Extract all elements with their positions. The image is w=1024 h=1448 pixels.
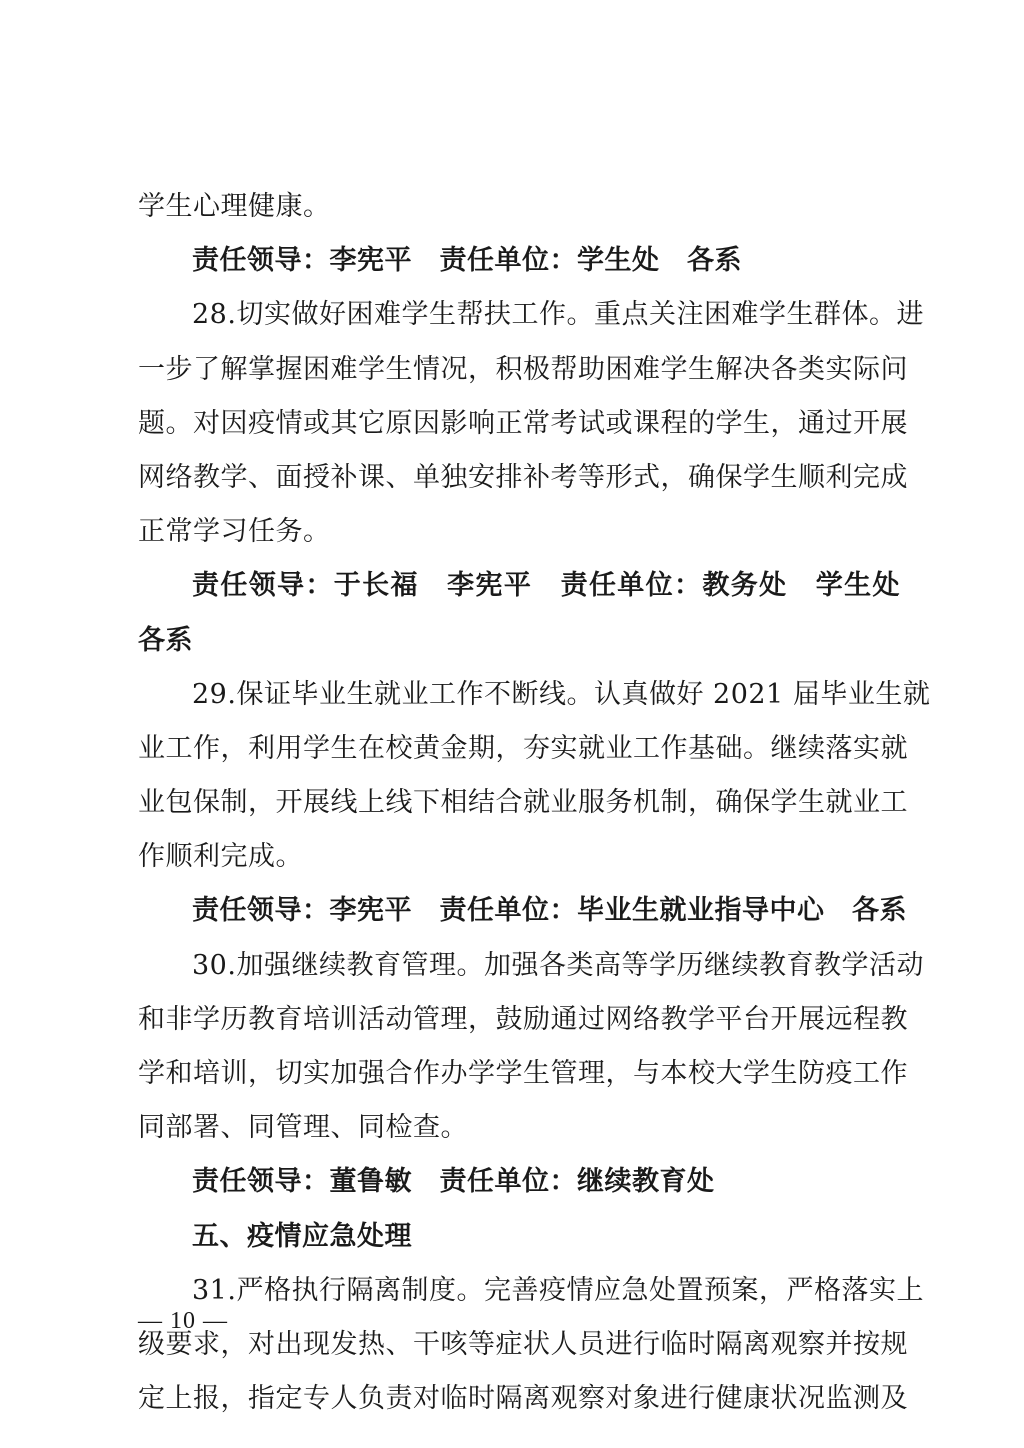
responsibility-line: 责任领导：李宪平 责任单位：毕业生就业指导中心 各系: [192, 895, 907, 927]
paragraph-line: 题。对因疫情或其它原因影响正常考试或课程的学生，通过开展: [138, 407, 908, 439]
document-body: [138, 180, 931, 1426]
paragraph-line: 作顺利完成。: [138, 841, 303, 873]
paragraph-line: 学生心理健康。: [138, 191, 331, 222]
paragraph-line: 一步了解掌握困难学生情况，积极帮助困难学生解决各类实际问: [138, 353, 908, 385]
paragraph-line: 正常学习任务。: [138, 516, 331, 548]
item-29-title-line: 29.保证毕业生就业工作不断线。认真做好 2021 届毕业生就: [192, 678, 931, 710]
item-31-title-line: 31.严格执行隔离制度。完善疫情应急处置预案，严格落实上: [192, 1274, 924, 1306]
paragraph-line: 业工作，利用学生在校黄金期，夯实就业工作基础。继续落实就: [138, 732, 908, 764]
responsibility-line: 责任领导：李宪平 责任单位：学生处 各系: [192, 245, 742, 277]
responsibility-line: 各系: [138, 624, 193, 656]
paragraph-line: 定上报，指定专人负责对临时隔离观察对象进行健康状况监测及: [138, 1383, 908, 1415]
paragraph-line: 业包保制，开展线上线下相结合就业服务机制，确保学生就业工: [138, 787, 908, 819]
paragraph-line: 和非学历教育培训活动管理，鼓励通过网络教学平台开展远程教: [138, 1003, 908, 1035]
item-30-title-line: 30.加强继续教育管理。加强各类高等学历继续教育教学活动: [192, 949, 924, 981]
responsibility-line: 责任领导：董鲁敏 责任单位：继续教育处: [192, 1166, 715, 1198]
paragraph-line: 网络教学、面授补课、单独安排补考等形式，确保学生顺利完成: [138, 461, 908, 493]
paragraph-line: 同部署、同管理、同检查。: [138, 1112, 468, 1144]
section-heading: 五、疫情应急处理: [192, 1220, 412, 1252]
paragraph-line: 级要求，对出现发热、干咳等症状人员进行临时隔离观察并按规: [138, 1328, 908, 1360]
page-number: — 10 —: [138, 1308, 228, 1334]
paragraph-line: 学和培训，切实加强合作办学学生管理，与本校大学生防疫工作: [138, 1058, 908, 1089]
responsibility-line: 责任领导：于长福 李宪平 责任单位：教务处 学生处: [192, 570, 900, 602]
item-28-title-line: 28.切实做好困难学生帮扶工作。重点关注困难学生群体。进: [192, 299, 924, 331]
